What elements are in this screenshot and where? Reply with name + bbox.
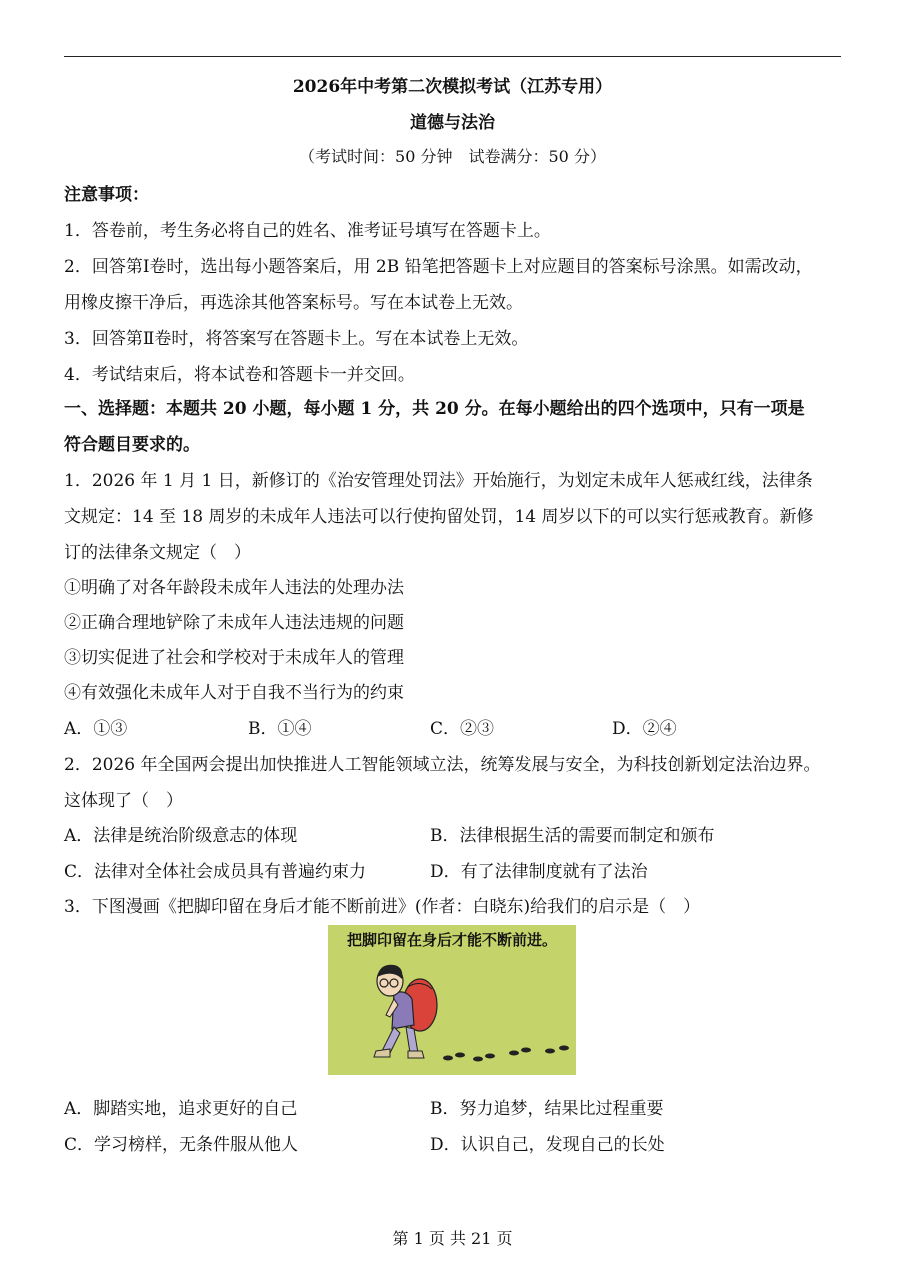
q1-statement: ③切实促进了社会和学校对于未成年人的管理 <box>64 648 404 668</box>
q1-stem: 1．2026 年 1 月 1 日，新修订的《治安管理处罚法》开始施行，为划定未成年人惩戒红线，法律条 <box>64 471 813 491</box>
q2-option-c[interactable]: C．法律对全体社会成员具有普遍约束力 <box>64 862 367 882</box>
q1-option-c[interactable]: C．②③ <box>430 719 495 739</box>
comic-caption: 把脚印留在身后才能不断前进。 <box>346 931 557 949</box>
comic-illustration <box>328 925 576 1075</box>
footprints <box>443 1046 569 1062</box>
subject-title: 道德与法治 <box>410 113 495 133</box>
q2-option-b[interactable]: B．法律根据生活的需要而制定和颁布 <box>430 826 715 846</box>
q1-statement: ④有效强化未成年人对于自我不当行为的约束 <box>64 683 404 703</box>
q1-statement: ②正确合理地铲除了未成年人违法违规的问题 <box>64 613 404 633</box>
q2-option-a[interactable]: A．法律是统治阶级意志的体现 <box>64 826 298 846</box>
q3-option-a[interactable]: A．脚踏实地，追求更好的自己 <box>64 1099 298 1119</box>
notice-item: 4．考试结束后，将本试卷和答题卡一并交回。 <box>64 365 415 385</box>
q1-statement: ①明确了对各年龄段未成年人违法的处理办法 <box>64 578 404 598</box>
q2-stem: 2．2026 年全国两会提出加快推进人工智能领域立法，统筹发展与安全，为科技创新划定法治边界。 <box>64 755 821 775</box>
notice-item: 3．回答第Ⅱ卷时，将答案写在答题卡上。写在本试卷上无效。 <box>64 329 529 349</box>
header-rule <box>64 56 841 57</box>
notice-item: 1．答卷前，考生务必将自己的姓名、准考证号填写在答题卡上。 <box>64 221 551 241</box>
walking-student-drawing <box>328 925 576 1075</box>
q2-option-d[interactable]: D．有了法律制度就有了法治 <box>430 862 648 882</box>
page-footer: 第 1 页 共 21 页 <box>392 1229 513 1248</box>
notice-heading: 注意事项： <box>64 185 149 205</box>
q1-option-b[interactable]: B．①④ <box>248 719 312 739</box>
q1-stem: 订的法律条文规定（ ） <box>64 543 251 563</box>
section-heading: 一、选择题：本题共 20 小题，每小题 1 分，共 20 分。在每小题给出的四个选项中，只有一项是 <box>64 399 805 419</box>
q3-stem: 3．下图漫画《把脚印留在身后才能不断前进》(作者：白晓东)给我们的启示是（ ） <box>64 897 701 917</box>
exam-title: 2026年中考第二次模拟考试（江苏专用） <box>292 77 613 97</box>
q1-stem: 文规定：14 至 18 周岁的未成年人违法可以行使拘留处罚，14 周岁以下的可以实行惩戒教育。新修 <box>64 507 814 527</box>
section-heading-cont: 符合题目要求的。 <box>64 435 200 455</box>
notice-item: 2．回答第Ⅰ卷时，选出每小题答案后，用 2B 铅笔把答题卡上对应题目的答案标号涂黑。如需改动， <box>64 257 813 277</box>
q1-option-d[interactable]: D．②④ <box>612 719 677 739</box>
q3-option-c[interactable]: C．学习榜样，无条件服从他人 <box>64 1135 299 1155</box>
q1-option-a[interactable]: A．①③ <box>64 719 128 739</box>
notice-item: 用橡皮擦干净后，再选涂其他答案标号。写在本试卷上无效。 <box>64 293 523 313</box>
q3-option-d[interactable]: D．认识自己，发现自己的长处 <box>430 1135 665 1155</box>
q2-stem: 这体现了（ ） <box>64 791 183 811</box>
exam-meta: （考试时间：50 分钟 试卷满分：50 分） <box>299 147 606 166</box>
q3-option-b[interactable]: B．努力追梦，结果比过程重要 <box>430 1099 664 1119</box>
